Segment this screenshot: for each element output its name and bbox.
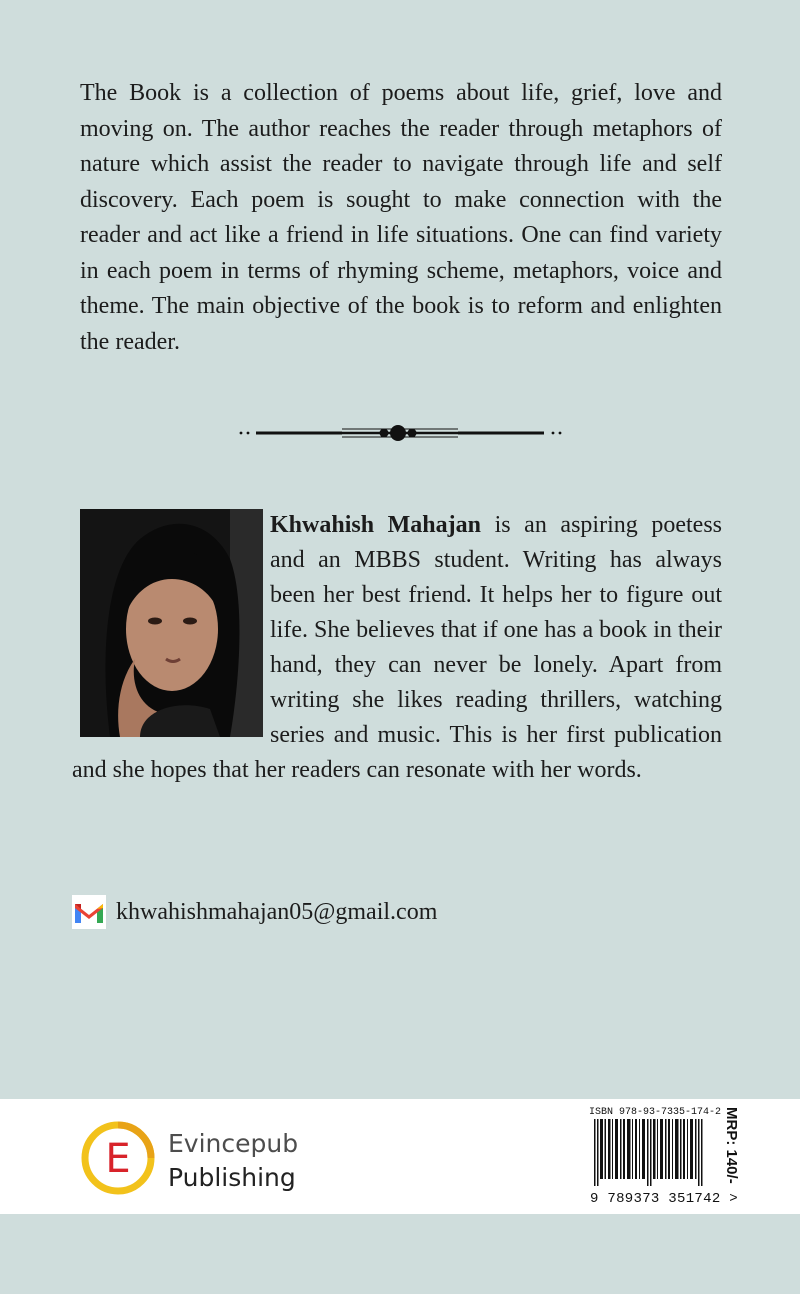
barcode [594,1119,706,1186]
author-bio-text: is an aspiring poetess and an MBBS student. Writing has always been her best friend. It helps her to figure out life. She believes that if one has a book in their hand, they can never be lonely. Apart from writing she likes reading thrillers, watching series and music. This is her first publication and she hopes that her readers can resonate with her words. [72,512,722,783]
publisher-logo [79,1119,157,1197]
barcode-number: 9 789373 351742 > [590,1191,738,1207]
publisher-footer [0,1099,800,1214]
email-address[interactable]: khwahishmahajan05@gmail.com [116,898,438,925]
isbn-label: ISBN 978-93-7335-174-2 [589,1107,722,1118]
price-label [723,1107,748,1207]
gmail-icon [72,895,106,929]
author-name: Khwahish Mahajan [270,512,481,538]
publisher-name-line1: Evincepub [168,1129,299,1158]
publisher-name-line2: Publishing [168,1163,296,1192]
author-bio [72,508,722,788]
ornamental-divider [238,420,564,446]
photo-wrap-space [72,508,270,740]
book-blurb: The Book is a collection of poems about life, grief, love and moving on. The author reaches the reader through metaphors of nature which assist the reader to navigate through life and self discovery. Each poem is sought to make connection with the reader and act like a friend in life situations. One can find variety in each poem in terms of rhyming scheme, metaphors, voice and theme. The main objective of the book is to reform and enlighten the reader. [80,80,722,355]
contact-email-row [72,894,437,930]
mrp-text: MRP: 140/- [723,1107,740,1184]
logo-letter: E [105,1136,131,1182]
